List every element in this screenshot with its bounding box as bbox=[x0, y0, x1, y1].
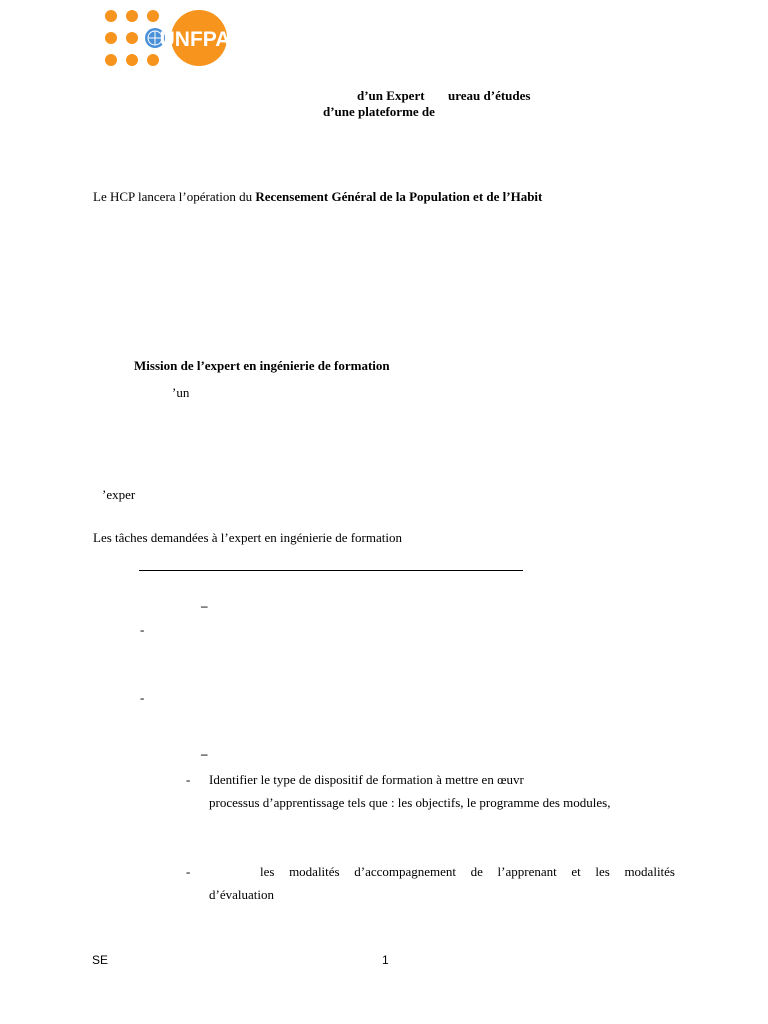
unfpa-logo-text: UNFPA bbox=[159, 28, 229, 51]
tasks-intro: Les tâches demandées à l’expert en ingénierie de formation bbox=[93, 530, 402, 545]
intro-paragraph bbox=[93, 189, 542, 205]
title-line-2: d’une plateforme de bbox=[323, 104, 435, 119]
unfpa-logo-graphic bbox=[103, 9, 229, 67]
hyphen-marker-2: - bbox=[140, 690, 145, 705]
intro-lead-text: Le HCP lancera l’opération du bbox=[93, 189, 256, 204]
fragment-un: ’un bbox=[172, 385, 190, 400]
unfpa-logo bbox=[103, 9, 229, 67]
bullet-1-line-2: processus d’apprentissage tels que : les objectifs, le programme des modules, bbox=[209, 795, 611, 810]
dash-marker-1: – bbox=[201, 598, 208, 613]
footer-left-text: SE bbox=[92, 953, 109, 967]
mission-heading: Mission de l’expert en ingénierie de formation bbox=[134, 358, 390, 373]
dash-marker-2: – bbox=[201, 746, 208, 761]
page-number: 1 bbox=[382, 953, 389, 967]
title-line-1a: d’un Expert bbox=[357, 88, 425, 103]
bullet-1-line-1: Identifier le type de dispositif de formation à mettre en œuvr bbox=[209, 772, 524, 787]
intro-bold-text: Recensement Général de la Population et de l’Habit bbox=[255, 189, 543, 204]
title-line-1b: ureau d’études bbox=[448, 88, 531, 103]
bullet-2-marker: - bbox=[186, 864, 191, 879]
hyphen-marker-1: - bbox=[140, 622, 145, 637]
bullet-2-line-2: d’évaluation bbox=[209, 887, 274, 902]
bullet-2-line-1: les modalités d’accompagnement de l’apprenant et les modalités bbox=[260, 864, 675, 879]
fragment-exper: ’exper bbox=[102, 487, 136, 502]
underline-rule bbox=[139, 570, 523, 571]
bullet-1-marker: - bbox=[186, 772, 191, 787]
